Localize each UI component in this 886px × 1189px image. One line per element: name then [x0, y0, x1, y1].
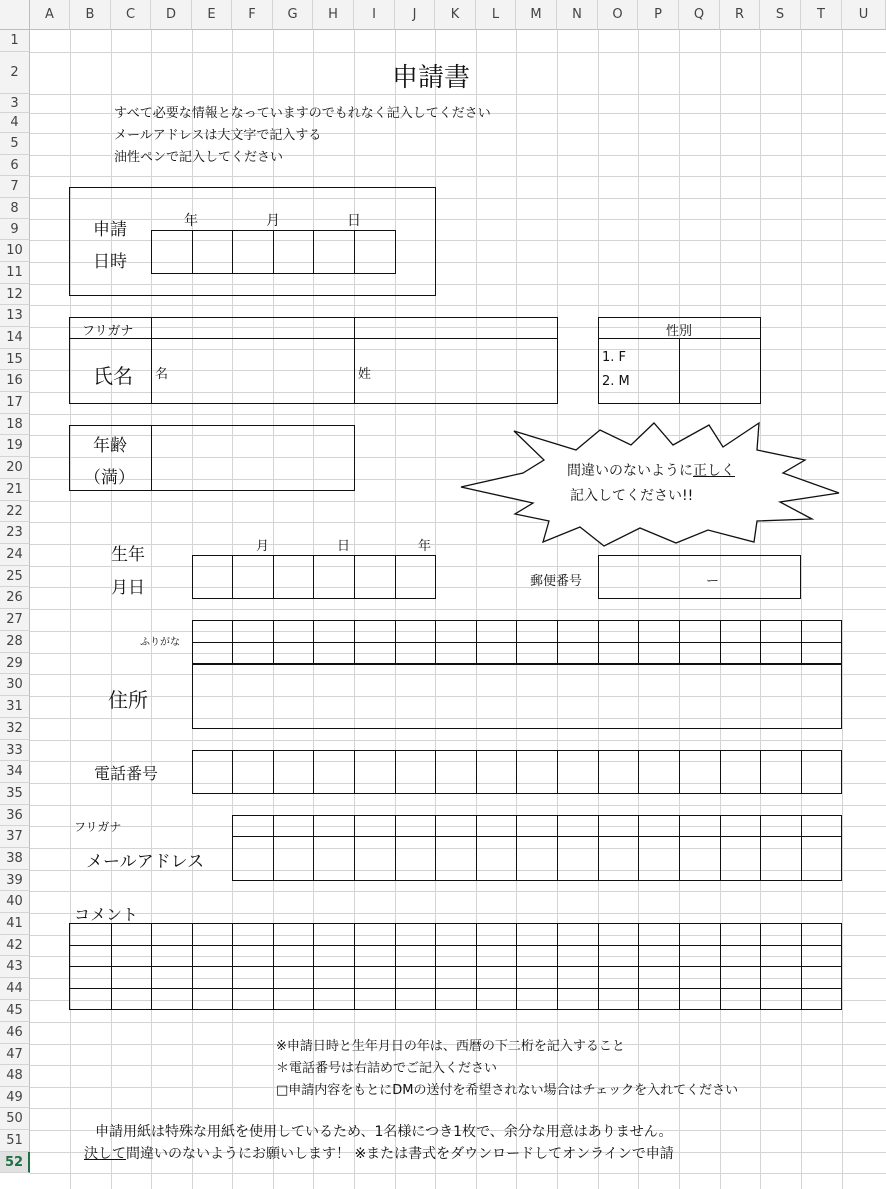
email-cell-divider: [516, 815, 517, 881]
date-cell-divider: [192, 230, 193, 274]
age-label-line1: 年齢: [93, 436, 127, 456]
row-header[interactable]: 16: [0, 370, 30, 392]
gridline-horizontal: [30, 305, 886, 306]
column-header[interactable]: P: [638, 0, 679, 30]
column-header[interactable]: K: [435, 0, 476, 30]
phone-cell-divider: [435, 750, 436, 794]
email-cell-divider: [760, 815, 761, 881]
comment-row-divider: [69, 945, 842, 946]
row-header[interactable]: 49: [0, 1087, 30, 1108]
email-furigana-divider: [232, 836, 842, 837]
column-header[interactable]: I: [354, 0, 395, 30]
callout-text-underlined: 正しく: [693, 463, 735, 479]
column-header[interactable]: T: [801, 0, 842, 30]
row-header[interactable]: 21: [0, 479, 30, 501]
birth-cell-divider: [395, 555, 396, 599]
gridline-horizontal: [30, 1022, 886, 1023]
gender-input[interactable]: [680, 339, 760, 403]
age-input[interactable]: [152, 426, 354, 490]
row-header[interactable]: 36: [0, 805, 30, 826]
column-header[interactable]: Q: [679, 0, 720, 30]
instruction-2: メールアドレスは大文字で記入する: [114, 128, 322, 143]
row-header[interactable]: 12: [0, 284, 30, 305]
name-label: 氏名: [93, 364, 133, 388]
gender-option-m: 2. M: [602, 374, 630, 389]
postal-dash: ー: [706, 574, 720, 589]
column-header[interactable]: C: [111, 0, 151, 30]
gridline-horizontal: [30, 94, 886, 95]
address-cell-divider: [801, 620, 802, 664]
column-header[interactable]: U: [842, 0, 886, 30]
row-header[interactable]: 9: [0, 219, 30, 240]
family-name-label: 姓: [358, 367, 372, 382]
gridline-horizontal: [30, 176, 886, 177]
callout-line2: 記入してください!!: [570, 488, 694, 504]
gridline-horizontal: [30, 913, 886, 914]
date-cell-divider: [313, 230, 314, 274]
row-header[interactable]: 30: [0, 674, 30, 696]
note-1: ※申請日時と生年月日の年は、西暦の下二桁を記入すること: [276, 1039, 625, 1054]
address-furigana-midline: [192, 642, 842, 643]
address-input[interactable]: [192, 664, 842, 729]
column-header[interactable]: H: [313, 0, 354, 30]
gridline-horizontal: [30, 609, 886, 610]
row-header[interactable]: 32: [0, 718, 30, 740]
row-header[interactable]: 52: [0, 1152, 30, 1173]
row-header[interactable]: 20: [0, 457, 30, 479]
footer-underlined-text: 決して: [84, 1146, 126, 1162]
select-all-corner[interactable]: [0, 0, 30, 30]
date-day-label: 日: [347, 213, 361, 229]
address-cell-divider: [354, 620, 355, 664]
address-cell-divider: [557, 620, 558, 664]
row-header[interactable]: 25: [0, 566, 30, 587]
postal-input[interactable]: [598, 555, 801, 599]
address-cell-divider: [679, 620, 680, 664]
address-cell-divider: [313, 620, 314, 664]
comment-row-divider: [69, 988, 842, 989]
row-header[interactable]: 35: [0, 783, 30, 805]
comment-row-divider: [69, 966, 842, 967]
note-3: □申請内容をもとにDMの送付を希望されない場合はチェックを入れてください: [276, 1083, 739, 1098]
row-header[interactable]: 5: [0, 133, 30, 155]
column-header[interactable]: F: [232, 0, 273, 30]
row-header[interactable]: 23: [0, 522, 30, 544]
gridline-horizontal: [30, 805, 886, 806]
email-cell-divider: [476, 815, 477, 881]
phone-cell-divider: [232, 750, 233, 794]
email-cell-divider: [313, 815, 314, 881]
address-label: 住所: [108, 688, 148, 712]
email-input-cells[interactable]: [232, 815, 842, 881]
phone-cell-divider: [760, 750, 761, 794]
row-header[interactable]: 26: [0, 587, 30, 609]
comment-label: コメント: [74, 905, 139, 924]
column-header[interactable]: J: [395, 0, 435, 30]
email-cell-divider: [638, 815, 639, 881]
phone-label: 電話番号: [94, 764, 159, 783]
row-header[interactable]: 45: [0, 1000, 30, 1022]
family-name-input[interactable]: [355, 339, 557, 403]
birth-cell-divider: [232, 555, 233, 599]
address-cell-divider: [720, 620, 721, 664]
phone-cell-divider: [313, 750, 314, 794]
gridline-horizontal: [30, 740, 886, 741]
phone-cell-divider: [273, 750, 274, 794]
birth-input-cells[interactable]: [192, 555, 436, 599]
row-header[interactable]: 24: [0, 544, 30, 566]
row-header[interactable]: 29: [0, 653, 30, 674]
email-label: メールアドレス: [86, 852, 205, 872]
given-name-input[interactable]: [152, 339, 353, 403]
row-header[interactable]: 11: [0, 262, 30, 284]
note-2: ＊電話番号は右詰めでご記入ください: [276, 1061, 498, 1076]
row-header[interactable]: 47: [0, 1044, 30, 1065]
row-header[interactable]: 18: [0, 414, 30, 435]
birth-label-line2: 月日: [111, 578, 145, 598]
gender-option-f: 1. F: [602, 350, 627, 365]
date-cell-divider: [354, 230, 355, 274]
birth-year-label: 年: [418, 539, 432, 554]
birth-cell-divider: [354, 555, 355, 599]
instruction-1: すべて必要な情報となっていますのでもれなく記入してください: [114, 106, 491, 121]
footer-line2: [84, 1143, 674, 1163]
address-cell-divider: [395, 620, 396, 664]
phone-cell-divider: [638, 750, 639, 794]
phone-cell-divider: [801, 750, 802, 794]
column-header[interactable]: D: [151, 0, 192, 30]
age-label-line2: （満）: [84, 468, 135, 488]
email-cell-divider: [720, 815, 721, 881]
date-label-line2: 日時: [93, 252, 127, 272]
column-header[interactable]: S: [760, 0, 801, 30]
row-header[interactable]: 51: [0, 1130, 30, 1152]
email-furigana-label: フリガナ: [74, 820, 122, 834]
row-header[interactable]: 4: [0, 113, 30, 133]
row-header[interactable]: 50: [0, 1108, 30, 1130]
postal-label: 郵便番号: [530, 574, 583, 589]
address-cell-divider: [273, 620, 274, 664]
row-header[interactable]: 6: [0, 155, 30, 176]
given-name-label: 名: [155, 367, 169, 382]
row-header[interactable]: 10: [0, 240, 30, 262]
gridline-horizontal: [30, 52, 886, 53]
row-header[interactable]: 34: [0, 761, 30, 783]
row-header[interactable]: 1: [0, 30, 30, 52]
row-header[interactable]: 28: [0, 631, 30, 653]
row-header[interactable]: 46: [0, 1022, 30, 1044]
email-cell-divider: [801, 815, 802, 881]
email-cell-divider: [598, 815, 599, 881]
birth-label-line1: 生年: [111, 545, 145, 565]
date-label-line1: 申請: [93, 220, 127, 240]
date-cell-divider: [232, 230, 233, 274]
phone-input-cells[interactable]: [192, 750, 842, 794]
footer-rest-text: 間違いのないようにお願いします！ ※または書式をダウンロードしてオンラインで申請: [126, 1146, 674, 1162]
email-cell-divider: [395, 815, 396, 881]
row-header[interactable]: 33: [0, 740, 30, 761]
gridline-horizontal: [30, 1173, 886, 1174]
row-header[interactable]: 22: [0, 501, 30, 522]
column-header[interactable]: N: [557, 0, 598, 30]
birth-cell-divider: [273, 555, 274, 599]
email-cell-divider: [679, 815, 680, 881]
gridline-horizontal: [30, 891, 886, 892]
column-header[interactable]: O: [598, 0, 638, 30]
column-header[interactable]: B: [70, 0, 111, 30]
phone-cell-divider: [516, 750, 517, 794]
gridline-horizontal: [30, 1108, 886, 1109]
row-header[interactable]: 43: [0, 956, 30, 978]
footer-line1: 申請用紙は特殊な用紙を使用しているため、1名様につき1枚で、余分な用意はありません。: [95, 1124, 673, 1140]
instruction-3: 油性ペンで記入してください: [114, 150, 284, 165]
address-cell-divider: [232, 620, 233, 664]
callout-starburst: [458, 418, 842, 548]
column-header[interactable]: G: [273, 0, 313, 30]
email-cell-divider: [557, 815, 558, 881]
callout-line1: [567, 460, 735, 480]
birth-month-label: 月: [256, 539, 270, 554]
gender-label: 性別: [666, 324, 693, 339]
email-cell-divider: [354, 815, 355, 881]
address-cell-divider: [476, 620, 477, 664]
phone-cell-divider: [598, 750, 599, 794]
row-header[interactable]: 48: [0, 1065, 30, 1087]
address-cell-divider: [638, 620, 639, 664]
birth-day-label: 日: [337, 539, 351, 554]
column-header[interactable]: L: [476, 0, 516, 30]
address-cell-divider: [760, 620, 761, 664]
address-cell-divider: [516, 620, 517, 664]
phone-cell-divider: [720, 750, 721, 794]
phone-cell-divider: [395, 750, 396, 794]
column-header[interactable]: M: [516, 0, 557, 30]
column-header[interactable]: R: [720, 0, 760, 30]
phone-cell-divider: [679, 750, 680, 794]
column-header[interactable]: E: [192, 0, 232, 30]
row-header[interactable]: 7: [0, 176, 30, 198]
date-month-label: 月: [266, 213, 280, 229]
date-cell-divider: [273, 230, 274, 274]
phone-cell-divider: [354, 750, 355, 794]
row-header[interactable]: 8: [0, 198, 30, 219]
row-header[interactable]: 19: [0, 435, 30, 457]
row-header[interactable]: 2: [0, 52, 30, 94]
row-header[interactable]: 40: [0, 891, 30, 913]
row-header[interactable]: 13: [0, 305, 30, 327]
row-header[interactable]: 27: [0, 609, 30, 631]
row-header[interactable]: 17: [0, 392, 30, 414]
row-header[interactable]: 31: [0, 696, 30, 718]
gridline-horizontal: [30, 414, 886, 415]
row-header[interactable]: 15: [0, 349, 30, 370]
row-header[interactable]: 3: [0, 94, 30, 113]
row-header[interactable]: 14: [0, 327, 30, 349]
birth-cell-divider: [313, 555, 314, 599]
form-title: 申請書: [392, 63, 471, 93]
row-header[interactable]: 42: [0, 935, 30, 956]
address-cell-divider: [435, 620, 436, 664]
phone-cell-divider: [557, 750, 558, 794]
email-cell-divider: [273, 815, 274, 881]
date-year-label: 年: [184, 213, 198, 229]
name-furigana-label: フリガナ: [82, 324, 134, 339]
phone-cell-divider: [476, 750, 477, 794]
row-header[interactable]: 38: [0, 848, 30, 870]
row-header[interactable]: 41: [0, 913, 30, 935]
address-cell-divider: [598, 620, 599, 664]
row-header[interactable]: 39: [0, 870, 30, 891]
email-cell-divider: [435, 815, 436, 881]
row-header[interactable]: 37: [0, 826, 30, 848]
address-furigana-label: ふりがな: [140, 637, 180, 648]
callout-text-part1: 間違いのないように: [567, 463, 693, 479]
column-header[interactable]: A: [30, 0, 70, 30]
row-header[interactable]: 44: [0, 978, 30, 1000]
